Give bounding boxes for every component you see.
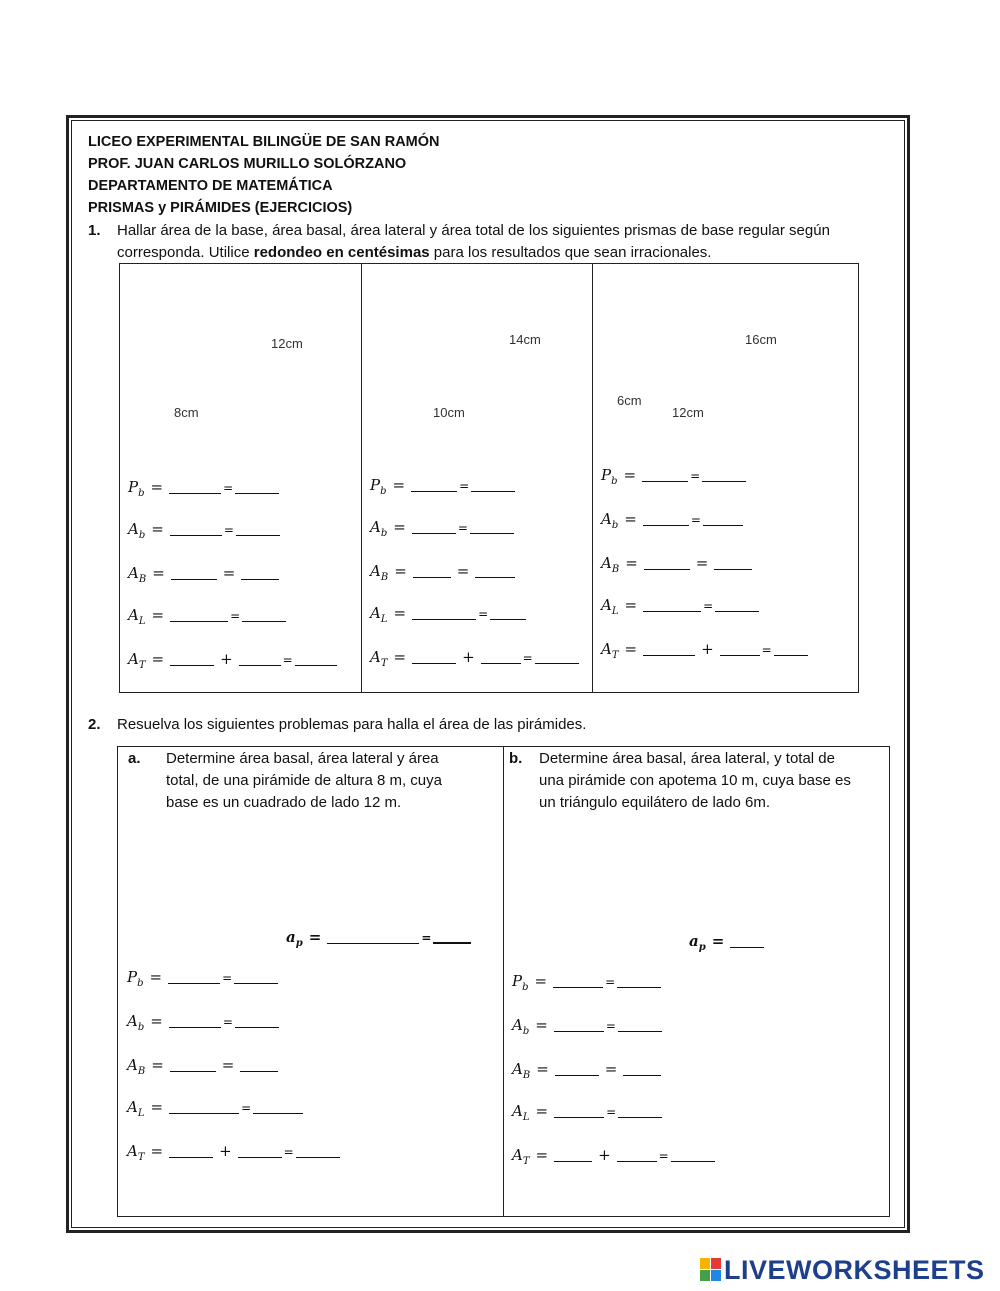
question-2-number: 2. <box>88 716 101 733</box>
apothem-row-a: $a_p$ = = <box>286 928 471 949</box>
school-name: LICEO EXPERIMENTAL BILINGÜE DE SAN RAMÓN <box>88 134 440 150</box>
question-1-text: Hallar área de la base, área basal, área lateral y área total de los siguientes prismas de base regular según corresponda. Utilice redondeo en centésimas para los resultados que sean irracionales. <box>117 222 830 261</box>
base-area-row: $A_b$ = = <box>370 518 514 539</box>
answer-blank[interactable] <box>642 469 688 482</box>
answer-blank[interactable] <box>535 651 579 664</box>
answer-blank[interactable] <box>644 557 690 570</box>
base-area-row: $A_b$ = = <box>601 510 743 531</box>
answer-blank[interactable] <box>554 1105 604 1118</box>
answer-blank[interactable] <box>553 975 603 988</box>
total-area-row: $A_T$ = + = <box>128 650 337 671</box>
answer-blank[interactable] <box>170 523 222 536</box>
answer-blank[interactable] <box>234 971 278 984</box>
base-area-row: $A_b$ = = <box>128 520 280 541</box>
answer-blank[interactable] <box>643 513 689 526</box>
problem-b: b. Determine área basal, área lateral, y total de una pirámide con apotema 10 m, cuya base es un triángulo equilátero de lado 6m. <box>509 750 851 811</box>
answer-blank[interactable] <box>413 565 451 578</box>
perimeter-base-row: $P_b$ = = <box>370 476 515 497</box>
table-divider <box>503 746 504 1217</box>
total-area-row: $A_T$ = + = <box>127 1142 340 1163</box>
answer-blank[interactable] <box>715 599 759 612</box>
answer-blank[interactable] <box>703 513 743 526</box>
answer-blank[interactable] <box>235 1015 279 1028</box>
prism-3-base-side: 6cm <box>617 393 642 408</box>
prism-1-height: 12cm <box>271 336 303 351</box>
lateral-area-row: $A_L$ = = <box>601 596 759 617</box>
answer-blank[interactable] <box>296 1145 340 1158</box>
answer-blank[interactable] <box>617 975 661 988</box>
table-divider <box>361 263 362 693</box>
answer-blank[interactable] <box>643 599 701 612</box>
table-divider <box>592 263 593 693</box>
answer-blank[interactable] <box>412 607 476 620</box>
answer-blank[interactable] <box>169 1145 213 1158</box>
basal-area-row: $A_B$ = = <box>370 562 515 583</box>
answer-blank[interactable] <box>411 479 457 492</box>
problem-a: a. Determine área basal, área lateral y área total, de una pirámide de altura 8 m, cuya base es un cuadrado de lado 12 m. <box>128 750 442 811</box>
answer-blank[interactable] <box>169 1015 221 1028</box>
answer-blank[interactable] <box>554 1019 604 1032</box>
answer-blank[interactable] <box>730 935 764 948</box>
answer-blank[interactable] <box>643 643 695 656</box>
answer-blank[interactable] <box>239 653 281 666</box>
teacher-name: PROF. JUAN CARLOS MURILLO SOLÓRZANO <box>88 156 407 172</box>
base-area-row: $A_b$ = = <box>512 1016 662 1037</box>
answer-blank[interactable] <box>242 609 286 622</box>
answer-blank[interactable] <box>671 1149 715 1162</box>
prism-1-base: 8cm <box>174 405 199 420</box>
prism-2-height: 14cm <box>509 332 541 347</box>
answer-blank[interactable] <box>170 653 214 666</box>
answer-blank[interactable] <box>253 1101 303 1114</box>
answer-blank[interactable] <box>714 557 752 570</box>
perimeter-base-row: $P_b$ = = <box>512 972 661 993</box>
answer-blank[interactable] <box>412 521 456 534</box>
lateral-area-row: $A_L$ = = <box>512 1102 662 1123</box>
perimeter-base-row: $P_b$ = = <box>128 478 279 499</box>
answer-blank[interactable] <box>774 643 808 656</box>
answer-blank[interactable] <box>475 565 515 578</box>
answer-blank[interactable] <box>623 1063 661 1076</box>
answer-blank[interactable] <box>618 1105 662 1118</box>
worksheet-title: PRISMAS y PIRÁMIDES (EJERCICIOS) <box>88 200 353 216</box>
answer-blank[interactable] <box>617 1149 657 1162</box>
answer-blank[interactable] <box>168 971 220 984</box>
total-area-row: $A_T$ = + = <box>512 1146 715 1167</box>
answer-blank[interactable] <box>554 1149 592 1162</box>
answer-blank[interactable] <box>295 653 337 666</box>
base-area-row: $A_b$ = = <box>127 1012 279 1033</box>
answer-blank[interactable] <box>702 469 746 482</box>
question-1-number: 1. <box>88 222 101 239</box>
lateral-area-row: $A_L$ = = <box>128 606 286 627</box>
answer-blank[interactable] <box>240 1059 278 1072</box>
perimeter-base-row: $P_b$ = = <box>601 466 746 487</box>
logo-blocks-icon <box>700 1258 722 1282</box>
prism-3-height: 16cm <box>745 332 777 347</box>
answer-blank[interactable] <box>171 567 217 580</box>
answer-blank[interactable] <box>470 521 514 534</box>
liveworksheets-logo[interactable]: LIVEWORKSHEETS <box>700 1255 985 1286</box>
department-name: DEPARTAMENTO DE MATEMÁTICA <box>88 178 333 194</box>
lateral-area-row: $A_L$ = = <box>127 1098 303 1119</box>
answer-blank[interactable] <box>433 930 471 944</box>
answer-blank[interactable] <box>481 651 521 664</box>
answer-blank[interactable] <box>618 1019 662 1032</box>
answer-blank[interactable] <box>720 643 760 656</box>
apothem-row-b: $a_p$ = <box>689 932 764 953</box>
answer-blank[interactable] <box>235 481 279 494</box>
answer-blank[interactable] <box>170 609 228 622</box>
total-area-row: $A_T$ = + = <box>601 640 808 661</box>
answer-blank[interactable] <box>555 1063 599 1076</box>
answer-blank[interactable] <box>471 479 515 492</box>
answer-blank[interactable] <box>238 1145 282 1158</box>
answer-blank[interactable] <box>490 607 526 620</box>
answer-blank[interactable] <box>169 1101 239 1114</box>
answer-blank[interactable] <box>327 931 419 944</box>
answer-blank[interactable] <box>169 481 221 494</box>
basal-area-row: $A_B$ = = <box>127 1056 278 1077</box>
prism-3-base: 12cm <box>672 405 704 420</box>
basal-area-row: $A_B$ = = <box>601 554 752 575</box>
total-area-row: $A_T$ = + = <box>370 648 579 669</box>
answer-blank[interactable] <box>241 567 279 580</box>
answer-blank[interactable] <box>412 651 456 664</box>
answer-blank[interactable] <box>170 1059 216 1072</box>
answer-blank[interactable] <box>236 523 280 536</box>
basal-area-row: $A_B$ = = <box>128 564 279 585</box>
prism-2-base: 10cm <box>433 405 465 420</box>
question-2-text: Resuelva los siguientes problemas para halla el área de las pirámides. <box>117 716 587 733</box>
basal-area-row: $A_B$ = = <box>512 1060 661 1081</box>
perimeter-base-row: $P_b$ = = <box>127 968 278 989</box>
lateral-area-row: $A_L$ = = <box>370 604 526 625</box>
